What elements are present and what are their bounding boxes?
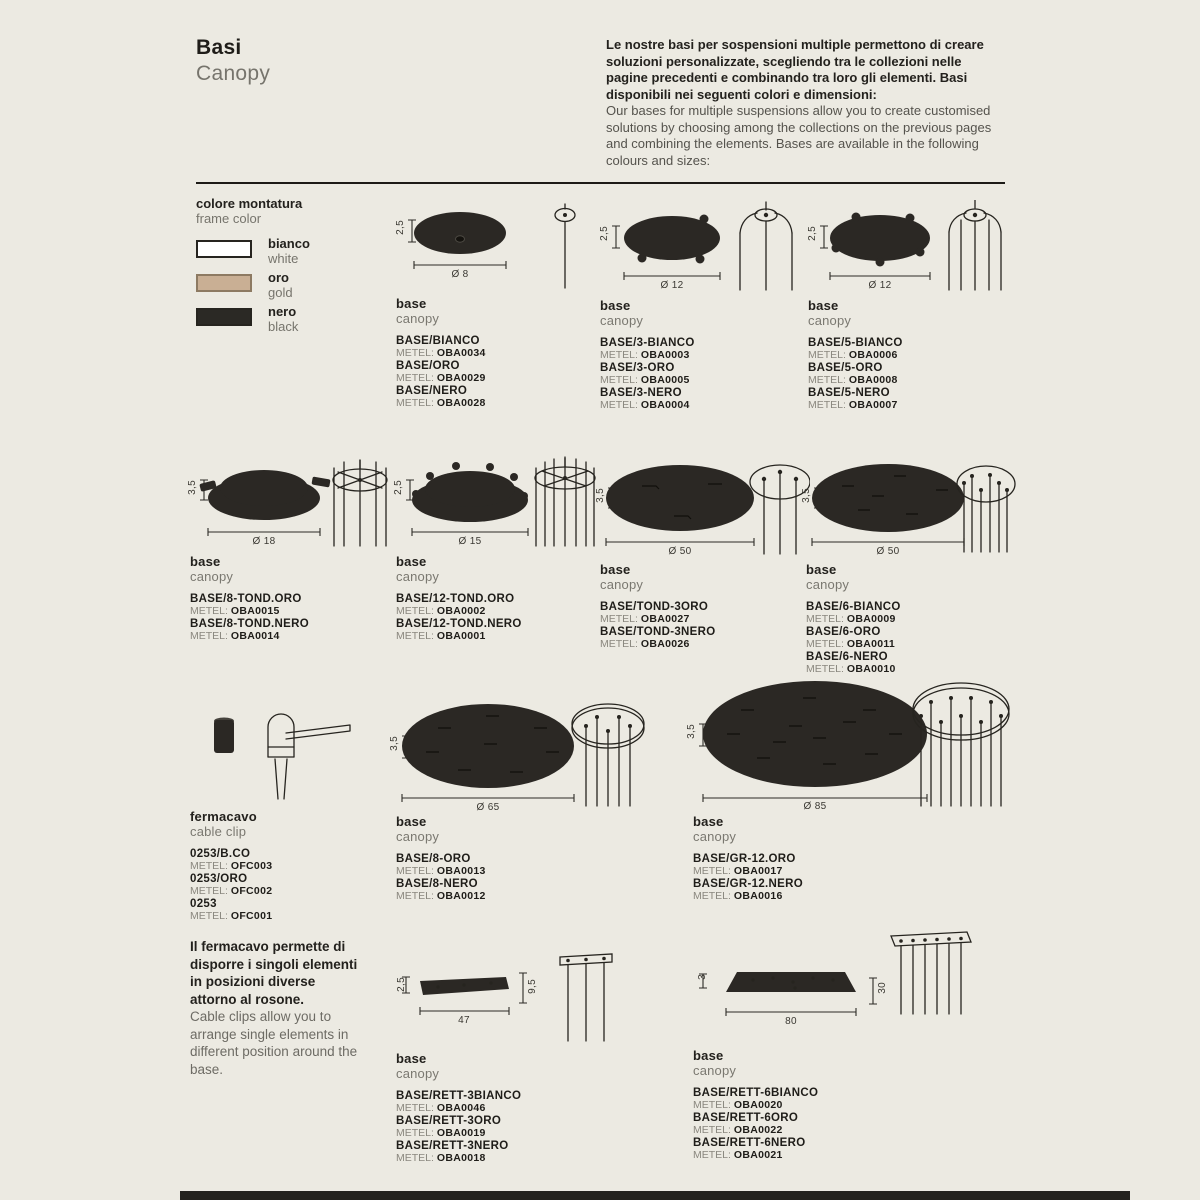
product-drawing [393, 452, 596, 548]
dim-diameter: Ø 8 [451, 269, 469, 280]
metel-label: METEL: [806, 638, 844, 651]
plate-85-icon [693, 672, 1015, 808]
code-line [396, 630, 596, 642]
dim-width: 47 [458, 1015, 470, 1026]
metel-label: METEL: [190, 605, 228, 618]
type-label-en: canopy [396, 569, 440, 584]
code-line [600, 349, 800, 361]
dim-depth: 9,5 [527, 979, 538, 994]
type-label-it: base [190, 554, 221, 569]
product-codes [693, 853, 1015, 903]
product-codes [693, 1087, 1015, 1161]
dim-height: 2,5 [807, 226, 818, 241]
code-name: BASE/6-NERO [806, 650, 888, 663]
code-line [190, 630, 390, 642]
product-drawing [389, 690, 646, 813]
product-codes [190, 593, 390, 643]
product-codes [600, 601, 810, 651]
legend-row-gold [196, 272, 416, 298]
product-drawing [595, 452, 810, 557]
code-value: OBA0002 [436, 605, 486, 618]
code-name: BASE/5-NERO [808, 386, 890, 399]
product-card-base-tond-3 [595, 452, 810, 651]
metel-label: METEL: [693, 1099, 731, 1112]
code-line [396, 605, 596, 617]
code-value: OBA0012 [436, 890, 486, 903]
dim-diameter: Ø 12 [660, 280, 684, 291]
swatch-label-it: bianco [268, 236, 310, 251]
code-line [396, 397, 596, 409]
code-name: BASE/GR-12.ORO [693, 853, 796, 865]
swatch-label-en: white [268, 251, 299, 266]
code-line [600, 374, 800, 386]
type-label-en: canopy [190, 569, 234, 584]
code-name: BASE/TOND-3ORO [600, 601, 709, 613]
code-name: BASE/8-TOND.ORO [190, 593, 302, 605]
code-name: BASE/6-BIANCO [806, 601, 901, 613]
code-value: OFC002 [230, 885, 273, 898]
code-value: OBA0009 [846, 613, 896, 626]
type-label-it: base [806, 562, 837, 577]
plate-65-icon [396, 690, 646, 808]
metel-label: METEL: [806, 663, 844, 676]
code-line [600, 613, 810, 625]
product-codes [396, 1090, 646, 1164]
product-drawing [808, 200, 1008, 292]
type-label-it: base [396, 1051, 427, 1066]
code-line [396, 372, 596, 384]
product-drawing [187, 452, 390, 548]
type-label-it: base [693, 814, 724, 829]
type-label-en: canopy [808, 313, 852, 328]
code-line [396, 890, 646, 902]
legend-row-white [196, 238, 416, 264]
metel-label: METEL: [693, 865, 731, 878]
product-card-base-8 [389, 690, 646, 903]
metel-label: METEL: [808, 349, 846, 362]
code-value: OBA0015 [230, 605, 280, 618]
code-name: BASE/3-ORO [600, 361, 675, 374]
black-swatch [196, 308, 252, 326]
type-label-en: canopy [396, 1066, 440, 1081]
type-label-it: base [600, 562, 631, 577]
code-name: BASE/5-BIANCO [808, 337, 903, 349]
product-card-base-5 [808, 200, 1008, 411]
intro-english: Our bases for multiple suspensions allow you to create customised solutions by choosing among the collections on the previous pages and combining the elements. Bases are available in the following colours and sizes: [606, 103, 992, 168]
cable-clip-note [190, 938, 358, 1078]
code-value: OBA0005 [640, 374, 690, 387]
code-value: OBA0011 [846, 638, 896, 651]
product-codes [808, 337, 1008, 411]
metel-label: METEL: [396, 1127, 434, 1140]
type-label-it: base [396, 296, 427, 311]
code-line [806, 638, 1016, 650]
code-value: OBA0026 [640, 638, 690, 651]
type-label-en: canopy [693, 1063, 737, 1078]
type-label-en: canopy [600, 577, 644, 592]
code-value: OBA0014 [230, 630, 280, 643]
legend-row-black [196, 306, 416, 332]
canopy-1-drop-icon [396, 200, 596, 290]
product-card-base-8-tond [187, 452, 390, 643]
code-value: OBA0017 [733, 865, 783, 878]
code-name: BASE/12-TOND.NERO [396, 617, 522, 630]
dim-height: 2,5 [393, 480, 404, 495]
dim-height: 2,5 [395, 220, 406, 235]
dim-diameter: Ø 12 [868, 280, 892, 291]
code-line [693, 1124, 1015, 1136]
dim-diameter: Ø 15 [458, 536, 482, 547]
large-plate-6-drops-icon [806, 452, 1016, 556]
product-card-base-rett-3 [396, 945, 646, 1164]
code-name: BASE/8-TOND.NERO [190, 617, 309, 630]
product-drawing [600, 200, 800, 292]
dim-height: 3 [697, 974, 708, 980]
code-value: OBA0016 [733, 890, 783, 903]
metel-label: METEL: [600, 638, 638, 651]
dome-cage-8-icon [190, 452, 390, 548]
code-line [693, 1099, 1015, 1111]
code-line [190, 860, 390, 872]
type-label-en: canopy [806, 577, 850, 592]
swatch-label-en: black [268, 319, 299, 334]
code-name: 0253/B.CO [190, 848, 251, 860]
code-value: OBA0027 [640, 613, 690, 626]
code-line [396, 1102, 646, 1114]
note-italian: Il fermacavo permette di disporre i singoli elementi in posizioni diverse attorno al rosone. [190, 939, 358, 1007]
metel-label: METEL: [396, 605, 434, 618]
dim-diameter: Ø 50 [668, 546, 692, 557]
dim-height: 2,5 [396, 977, 407, 992]
code-name: BASE/6-ORO [806, 625, 881, 638]
code-value: OBA0029 [436, 372, 486, 385]
code-line [806, 613, 1016, 625]
dim-diameter: Ø 50 [876, 546, 900, 557]
legend-title-it: colore montatura [196, 196, 303, 211]
code-line [396, 347, 596, 359]
code-line [600, 399, 800, 411]
code-name: BASE/BIANCO [396, 335, 480, 347]
note-english: Cable clips allow you to arrange single elements in different position around the base. [190, 1009, 358, 1077]
code-line [396, 865, 646, 877]
dim-height: 2,5 [599, 226, 610, 241]
code-value: OBA0020 [733, 1099, 783, 1112]
intro-text [606, 37, 1006, 169]
dim-diameter: Ø 65 [476, 802, 500, 813]
type-label-it: base [396, 554, 427, 569]
intro-italian: Le nostre basi per sospensioni multiple permettono di creare soluzioni personalizzate, scegliendo tra le collezioni nelle pagine precedenti e combinando tra loro gli elementi. Basi disponibili nei seguenti colori e dimensioni: [606, 37, 984, 102]
metel-label: METEL: [396, 865, 434, 878]
product-drawing [190, 705, 390, 803]
code-line [600, 638, 810, 650]
metel-label: METEL: [190, 885, 228, 898]
rect-bar-3-drops-icon [396, 945, 646, 1045]
code-value: OBA0007 [848, 399, 898, 412]
page-subtitle: Canopy [196, 62, 271, 85]
code-name: BASE/RETT-3ORO [396, 1114, 502, 1127]
code-name: BASE/RETT-3NERO [396, 1139, 509, 1152]
code-name: 0253 [190, 897, 217, 910]
code-value: OBA0008 [848, 374, 898, 387]
code-line [693, 865, 1015, 877]
product-card-base-gr-12 [686, 672, 1015, 903]
dim-height: 3,5 [686, 724, 697, 739]
type-label-it: base [808, 298, 839, 313]
metel-label: METEL: [600, 399, 638, 412]
product-card-base-3 [600, 200, 800, 411]
type-label-it: fermacavo [190, 809, 257, 824]
type-label-it: base [396, 814, 427, 829]
metel-label: METEL: [808, 399, 846, 412]
code-value: OBA0046 [436, 1102, 486, 1115]
metel-label: METEL: [190, 630, 228, 643]
type-label-en: canopy [600, 313, 644, 328]
code-name: BASE/8-ORO [396, 853, 471, 865]
code-line [693, 1149, 1015, 1161]
metel-label: METEL: [693, 1124, 731, 1137]
product-card-cable-clip [190, 705, 390, 922]
product-codes [396, 593, 596, 643]
code-value: OBA0004 [640, 399, 690, 412]
swatch-label-it: oro [268, 270, 289, 285]
dome-cage-12-icon [396, 452, 596, 548]
code-value: OBA0003 [640, 349, 690, 362]
page-title: Basi [196, 36, 242, 59]
code-name: BASE/RETT-6ORO [693, 1111, 799, 1124]
swatch-label-en: gold [268, 285, 293, 300]
product-card-base-12-tond [393, 452, 596, 643]
frame-color-legend [196, 196, 310, 334]
code-line [396, 1152, 646, 1164]
footer-bar [180, 1191, 1130, 1200]
product-drawing [396, 945, 646, 1045]
code-line [808, 349, 1008, 361]
type-label-it: base [600, 298, 631, 313]
product-card-base [396, 200, 596, 409]
product-drawing [686, 672, 1015, 812]
metel-label: METEL: [396, 372, 434, 385]
dim-height: 3,5 [187, 480, 198, 495]
dim-height: 3,5 [595, 488, 606, 503]
metel-label: METEL: [600, 349, 638, 362]
white-swatch [196, 240, 252, 258]
gold-swatch [196, 274, 252, 292]
type-label-en: canopy [396, 311, 440, 326]
code-line [693, 890, 1015, 902]
rect-bar-6-drops-icon [693, 930, 1015, 1042]
code-name: BASE/TOND-3NERO [600, 625, 716, 638]
code-line [396, 1127, 646, 1139]
dim-height: 3,5 [389, 736, 400, 751]
code-name: BASE/3-BIANCO [600, 337, 695, 349]
code-value: OBA0010 [846, 663, 896, 676]
metel-label: METEL: [808, 374, 846, 387]
metel-label: METEL: [396, 890, 434, 903]
metel-label: METEL: [190, 910, 228, 923]
code-line [808, 374, 1008, 386]
code-value: OFC003 [230, 860, 273, 873]
metel-label: METEL: [396, 347, 434, 360]
code-name: BASE/ORO [396, 359, 460, 372]
canopy-5-drops-icon [808, 200, 1008, 292]
code-value: OBA0021 [733, 1149, 783, 1162]
product-card-base-rett-6 [693, 930, 1015, 1161]
metel-label: METEL: [693, 1149, 731, 1162]
dim-diameter: Ø 18 [252, 536, 276, 547]
legend-title-en: frame color [196, 211, 262, 226]
metel-label: METEL: [600, 613, 638, 626]
product-codes [806, 601, 1016, 675]
code-line [808, 399, 1008, 411]
canopy-3-drops-icon [600, 200, 800, 292]
code-name: 0253/ORO [190, 872, 248, 885]
product-drawing [801, 452, 1016, 557]
code-name: BASE/5-ORO [808, 361, 883, 374]
product-codes [190, 848, 390, 922]
product-card-base-6 [801, 452, 1016, 676]
metel-label: METEL: [396, 1152, 434, 1165]
product-codes [396, 853, 646, 903]
code-value: OBA0022 [733, 1124, 783, 1137]
dim-width: 80 [785, 1016, 797, 1027]
code-value: OFC001 [230, 910, 273, 923]
large-plate-3-drops-icon [600, 452, 810, 556]
code-value: OBA0034 [436, 347, 486, 360]
metel-label: METEL: [190, 860, 228, 873]
code-name: BASE/3-NERO [600, 386, 682, 399]
code-value: OBA0019 [436, 1127, 486, 1140]
header-rule [196, 182, 1005, 184]
metel-label: METEL: [396, 397, 434, 410]
metel-label: METEL: [806, 613, 844, 626]
product-codes [396, 335, 596, 409]
code-value: OBA0001 [436, 630, 486, 643]
code-value: OBA0028 [436, 397, 486, 410]
dim-height: 3,5 [801, 488, 812, 503]
code-name: BASE/8-NERO [396, 877, 478, 890]
dim-depth: 30 [877, 982, 888, 994]
metel-label: METEL: [600, 374, 638, 387]
type-label-en: cable clip [190, 824, 247, 839]
code-line [190, 885, 390, 897]
type-label-it: base [693, 1048, 724, 1063]
product-drawing [396, 200, 596, 290]
code-value: OBA0018 [436, 1152, 486, 1165]
code-name: BASE/12-TOND.ORO [396, 593, 515, 605]
type-label-en: canopy [396, 829, 440, 844]
code-name: BASE/RETT-6NERO [693, 1136, 806, 1149]
product-codes [600, 337, 800, 411]
dim-diameter: Ø 85 [803, 801, 827, 812]
metel-label: METEL: [396, 1102, 434, 1115]
code-value: OBA0013 [436, 865, 486, 878]
code-line [190, 910, 390, 922]
code-line [190, 605, 390, 617]
code-name: BASE/RETT-3BIANCO [396, 1090, 522, 1102]
metel-label: METEL: [396, 630, 434, 643]
code-value: OBA0006 [848, 349, 898, 362]
code-name: BASE/RETT-6BIANCO [693, 1087, 819, 1099]
code-name: BASE/NERO [396, 384, 468, 397]
type-label-en: canopy [693, 829, 737, 844]
metel-label: METEL: [693, 890, 731, 903]
cable-clip-icon [190, 705, 390, 803]
swatch-label-it: nero [268, 304, 297, 319]
product-drawing [693, 930, 1015, 1042]
code-name: BASE/GR-12.NERO [693, 877, 803, 890]
